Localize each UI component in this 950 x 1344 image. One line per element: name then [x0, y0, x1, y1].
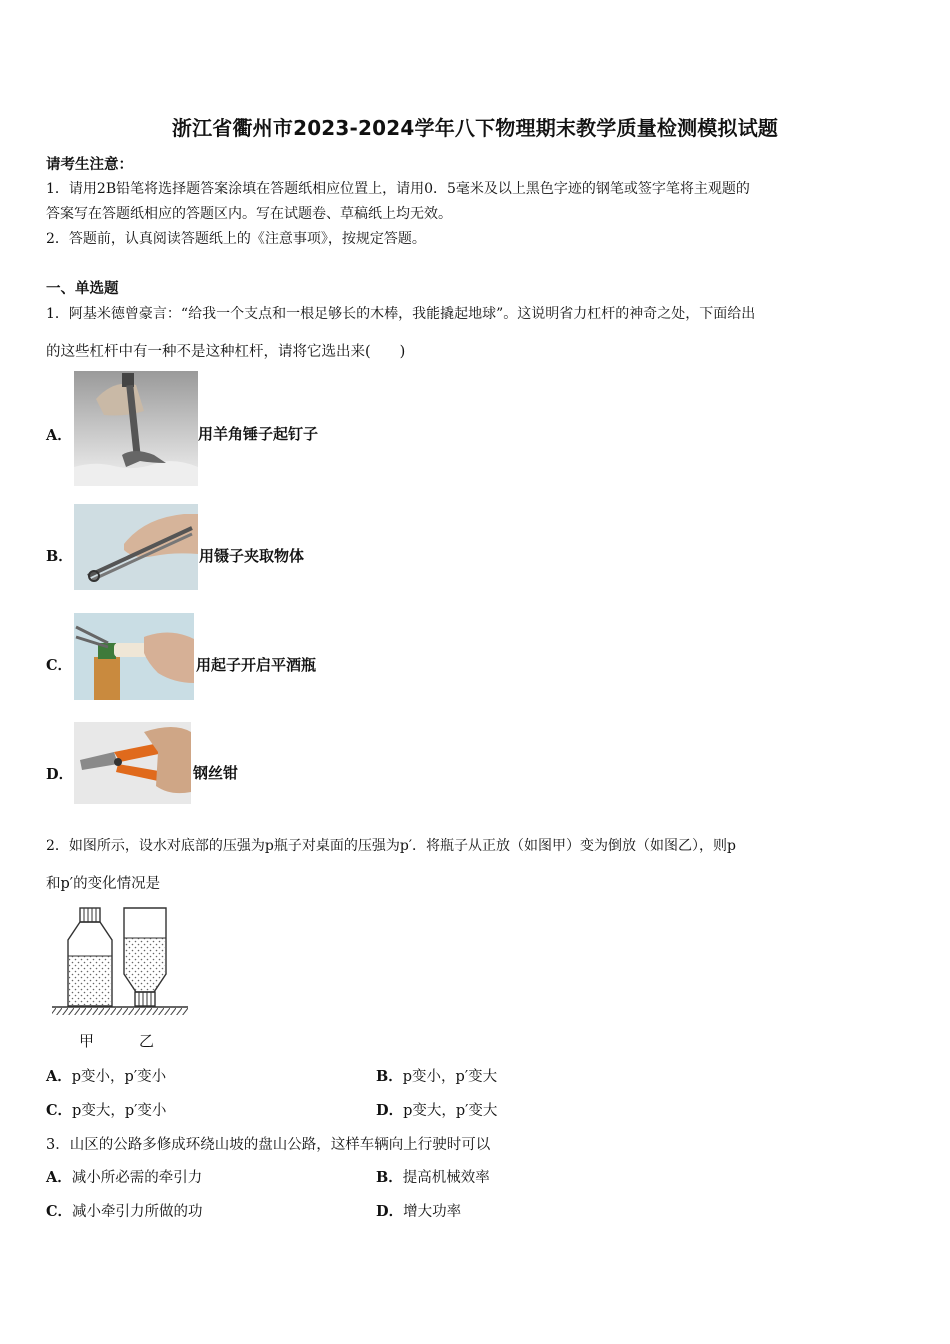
q3-option-a-label: A．	[46, 1169, 72, 1186]
q2-option-b-label: B．	[376, 1068, 403, 1085]
q2-option-a-label: A．	[46, 1068, 72, 1085]
q2-option-c-label: C．	[46, 1102, 73, 1119]
q3-option-c	[46, 1200, 203, 1221]
q1-option-c-text: 用起子开启平酒瓶	[196, 656, 317, 674]
notice-heading: 请考生注意：	[46, 156, 133, 173]
question-2-line-1: 2．如图所示，设水对底部的压强为p瓶子对桌面的压强为p′．将瓶子从正放（如图甲）变为倒放（如图乙），则p	[46, 838, 736, 854]
notice-item-1-line-2: 答案写在答题纸相应的答题区内。写在试题卷、草稿纸上均无效。	[46, 206, 452, 222]
q1-option-a-label: A．	[46, 427, 72, 444]
q2-option-c	[46, 1099, 166, 1120]
tweezers-photo-icon	[74, 504, 198, 590]
figure-label-yi: 乙	[139, 1032, 155, 1050]
q3-option-c-label: C．	[46, 1203, 73, 1220]
bottle-opener-photo-icon	[74, 613, 194, 700]
q3-option-a-text: 减小所必需的牵引力	[71, 1170, 203, 1186]
question-1-line-1: 1．阿基米德曾豪言：“给我一个支点和一根足够长的木棒，我能撬起地球”。这说明省力杠杆的神奇之处，下面给出	[46, 306, 756, 322]
claw-hammer-photo-icon	[74, 371, 198, 486]
q2-option-d	[376, 1099, 497, 1120]
question-2-line-2: 和p′的变化情况是	[46, 876, 161, 892]
notice-item-1-line-1: 1．请用2B铅笔将选择题答案涂填在答题纸相应位置上，请用0．5毫米及以上黑色字迹的钢笔或签字笔将主观题的	[46, 181, 750, 197]
q1-option-b-text: 用镊子夹取物体	[199, 547, 305, 565]
q2-option-d-text: p变大，p′变大	[403, 1103, 498, 1119]
pliers-photo-icon	[74, 722, 191, 804]
q2-option-c-text: p变大，p′变小	[72, 1103, 167, 1119]
q2-option-d-label: D．	[376, 1102, 404, 1119]
question-1-line-2: 的这些杠杆中有一种不是这种杠杆，请将它选出来( )	[46, 344, 406, 360]
q3-option-c-text: 减小牵引力所做的功	[72, 1204, 203, 1220]
q1-option-d-label: D．	[46, 766, 74, 783]
question-3-stem: 3．山区的公路多修成环绕山坡的盘山公路，这样车辆向上行驶时可以	[46, 1137, 491, 1153]
section-heading: 一、单选题	[46, 280, 119, 297]
q3-option-d-text: 增大功率	[403, 1204, 462, 1220]
q3-option-b	[376, 1166, 490, 1187]
q1-option-a-text: 用羊角锤子起钉子	[198, 425, 319, 443]
q3-option-d-label: D．	[376, 1203, 404, 1220]
q3-option-d	[376, 1200, 461, 1221]
q3-option-b-text: 提高机械效率	[402, 1170, 490, 1186]
q3-option-a	[46, 1166, 202, 1187]
q2-option-b-text: p变小，p′变大	[402, 1069, 498, 1085]
page-title: 浙江省衢州市2023-2024学年八下物理期末教学质量检测模拟试题	[171, 116, 779, 140]
q1-option-d-text: 钢丝钳	[193, 764, 239, 782]
notice-item-2: 2．答题前，认真阅读答题纸上的《注意事项》，按规定答题。	[46, 231, 426, 247]
q1-option-c-label: C．	[46, 657, 73, 674]
q2-option-a	[46, 1065, 166, 1086]
q2-option-a-text: p变小，p′变小	[71, 1069, 167, 1085]
q2-option-b	[376, 1065, 497, 1086]
figure-label-jia: 甲	[79, 1032, 95, 1050]
q3-option-b-label: B．	[376, 1169, 403, 1186]
bottle-figure	[50, 904, 190, 1050]
q1-option-b-label: B．	[46, 548, 73, 565]
